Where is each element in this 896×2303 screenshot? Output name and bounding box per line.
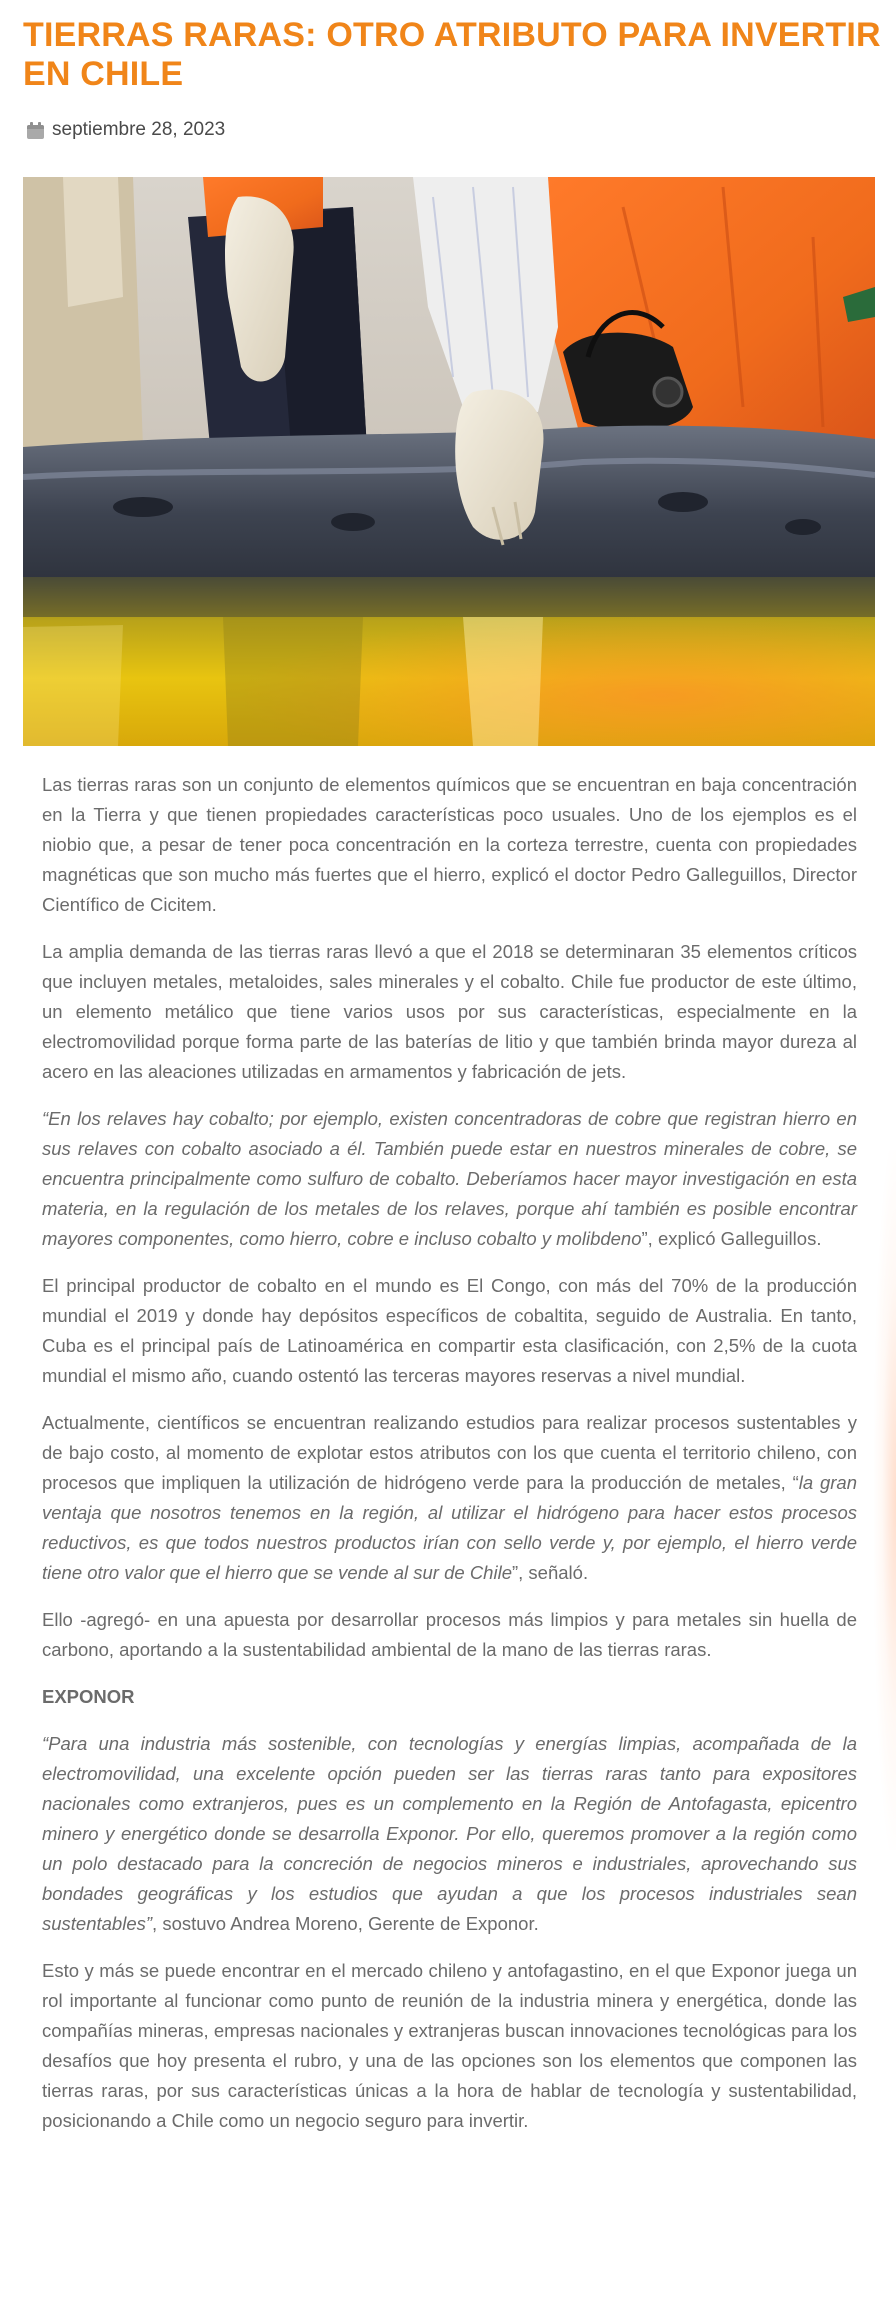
quote-attribution: ”, explicó Galleguillos.: [641, 1228, 822, 1249]
edge-decoration: [874, 1150, 896, 1850]
quote-paragraph: [42, 1408, 857, 1588]
paragraph: El principal productor de cobalto en el mundo es El Congo, con más del 70% de la producción mundial el 2019 y donde hay depósitos específicos de cobaltita, seguido de Australia. En tanto, Cuba es el principal país de Latinoamérica en compartir esta clasificación, con 2,5% de la cuota mundial el mismo año, cuando ostentó las terceras mayores reservas a nivel mundial.: [42, 1275, 857, 1386]
post-date: septiembre 28, 2023: [52, 119, 226, 140]
article-title: TIERRAS RARAS: OTRO ATRIBUTO PARA INVERTIR EN CHILE: [23, 16, 881, 93]
paragraph: La amplia demanda de las tierras raras llevó a que el 2018 se determinaran 35 elementos críticos que incluyen metales, metaloides, sales minerales y el cobalto. Chile fue productor de este último, un elemento metálico que tiene varios usos por sus características, especialmente en la electromovilidad porque forma parte de las baterías de litio y que también brinda mayor dureza al acero en las aleaciones utilizadas en armamentos y fabricación de jets.: [42, 941, 857, 1082]
quote-paragraph: [42, 1104, 857, 1254]
quote-paragraph: [42, 1729, 857, 1939]
quote-attribution: , sostuvo Andrea Moreno, Gerente de Exponor.: [152, 1913, 539, 1934]
calendar-icon: [27, 122, 44, 139]
section-heading: EXPONOR: [42, 1686, 135, 1707]
paragraph: Esto y más se puede encontrar en el mercado chileno y antofagastino, en el que Exponor juega un rol importante al funcionar como punto de reunión de la industria minera y energética, donde las compañías mineras, empresas nacionales y extranjeras buscan innovaciones tecnológicas para los desafíos que hoy presenta el rubro, y una de las opciones son los elementos que componen las tierras raras, por sus características únicas a la hora de hablar de tecnología y sustentabilidad, posicionando a Chile como un negocio seguro para invertir.: [42, 1960, 857, 2131]
paragraph-lead: Actualmente, científicos se encuentran realizando estudios para realizar procesos sustentables y de bajo costo, al momento de explotar estos atributos con los que cuenta el territorio chileno, con procesos que impliquen la utilización de hidrógeno verde para la producción de metales, “: [42, 1412, 857, 1493]
post-meta: [27, 119, 225, 141]
featured-image: [23, 177, 875, 746]
quote-text: “En los relaves hay cobalto; por ejemplo, existen concentradoras de cobre que registran hierro en sus relaves con cobalto asociado a él. También puede estar en nuestros minerales de cobre, se encuentra principalmente como sulfuro de cobalto. Deberíamos hacer mayor investigación en esta materia, en la regulación de los metales de los relaves, porque ahí también es posible encontrar mayores componentes, como hierro, cobre e incluso cobalto y molibdeno: [42, 1108, 857, 1249]
quote-attribution: ”, señaló.: [511, 1562, 589, 1583]
article-body: [42, 770, 857, 2153]
paragraph: Ello -agregó- en una apuesta por desarrollar procesos más limpios y para metales sin huella de carbono, aportando a la sustentabilidad ambiental de la mano de las tierras raras.: [42, 1609, 857, 1660]
quote-text: la gran ventaja que nosotros tenemos en la región, al utilizar el hidrógeno para hacer estos procesos reductivos, es que todos nuestros productos irían con sello verde y, por ejemplo, el hierro verde tiene otro valor que el hierro que se vende al sur de Chile: [42, 1472, 857, 1583]
paragraph: Las tierras raras son un conjunto de elementos químicos que se encuentran en baja concentración en la Tierra y que tienen propiedades características poco usuales. Uno de los ejemplos es el niobio que, a pesar de tener poca concentración en la corteza terrestre, cuenta con propiedades magnéticas que son mucho más fuertes que el hierro, explicó el doctor Pedro Galleguillos, Director Científico de Cicitem.: [42, 774, 857, 915]
quote-text: “Para una industria más sostenible, con tecnologías y energías limpias, acompañada de la electromovilidad, una excelente opción pueden ser las tierras raras tanto para expositores nacionales como extranjeros, pues es un complemento en la Región de Antofagasta, epicentro minero y energético donde se desarrolla Exponor. Por ello, queremos promover a la región como un polo destacado para la concreción de negocios mineros e industriales, aprovechando sus bondades geográficas y los estudios que ayudan a que los procesos industriales sean sustentables”: [42, 1733, 857, 1934]
